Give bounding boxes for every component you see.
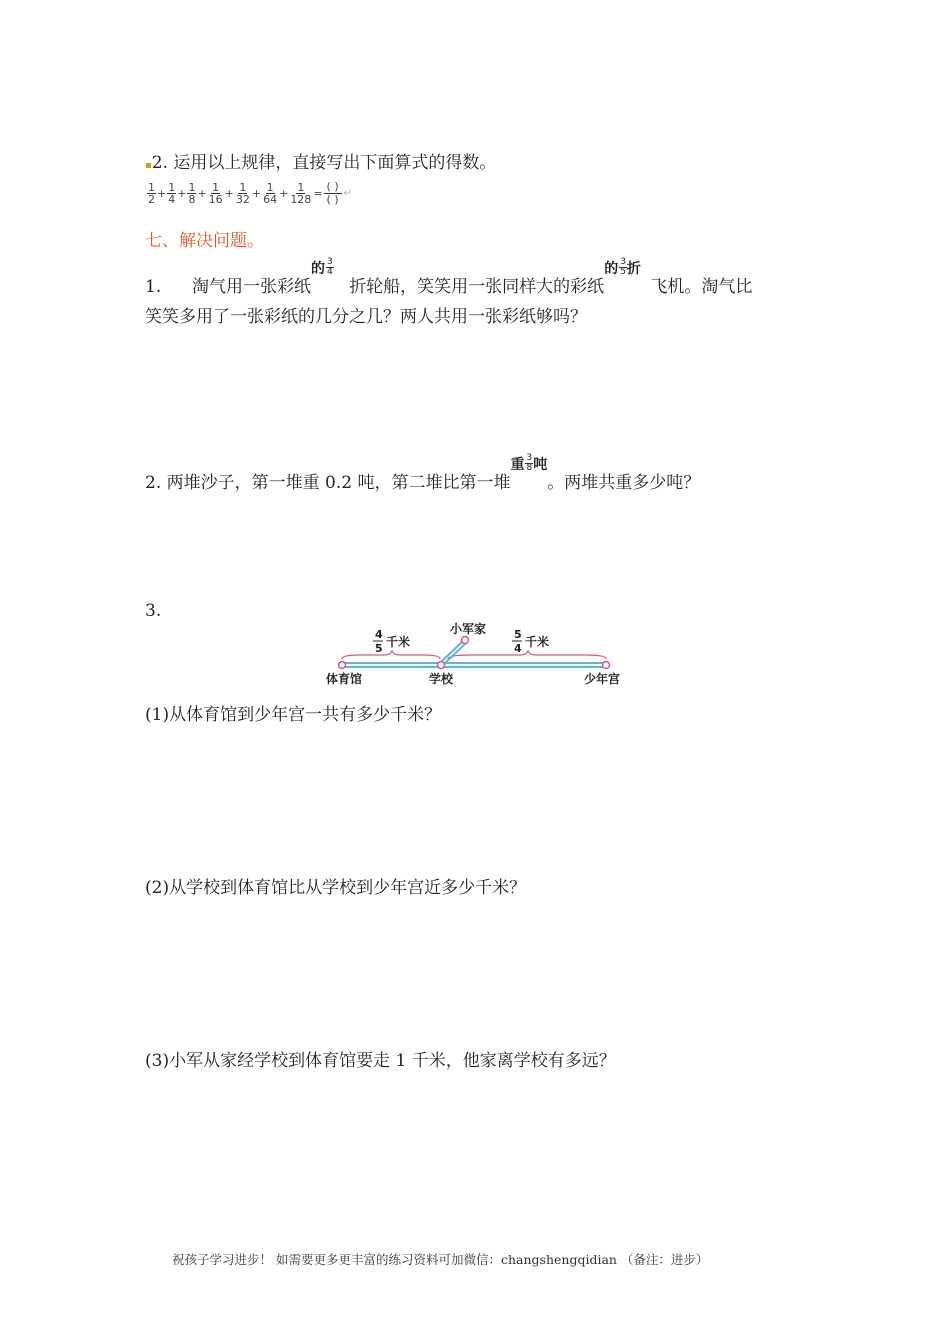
dist2-denominator: 4 (514, 642, 522, 655)
road-branch-b (444, 643, 466, 664)
edit-mark: ▪ (145, 160, 152, 171)
road-branch-a (440, 642, 462, 663)
brace-right (448, 651, 606, 659)
fraction-sum-expression: $\frac{1}{2}$ + $\frac{1}{4}$ + $\frac{1}{8}$ + $\frac{1}{16}$ + $\frac{1}{32}$ + $\frac{1}{64}$ + $\frac{1}{128}$ = ( ) ( ) ↵ (148, 180, 353, 206)
label-gym: 体育馆 (326, 672, 363, 686)
fraction-1-128: $\frac{1}{128}$ (290, 180, 312, 206)
answer-blank: ( ) ( ) (324, 181, 342, 205)
route-diagram (320, 615, 640, 687)
paragraph-mark-icon: ↵ (343, 187, 353, 199)
fraction-1-16: $\frac{1}{16}$ (208, 180, 223, 206)
inline-fraction-3-8: 重 $\frac{3}{8}$ 吨 (510, 453, 548, 473)
brace-left (342, 651, 440, 659)
inline-fraction-3-4: 的 $\frac{3}{4}$ (311, 257, 333, 277)
problem-3-q2: (2)从学校到体育馆比从学校到少年宫近多少千米？ (145, 878, 527, 898)
dist2-unit: 千米 (525, 635, 550, 649)
fraction-1-2: $\frac{1}{2}$ (148, 180, 155, 206)
fraction-1-8: $\frac{1}{8}$ (188, 180, 196, 206)
problem-3-number: 3. (145, 601, 162, 621)
fraction-1-32: $\frac{1}{32}$ (235, 180, 250, 206)
node-gym (339, 662, 346, 669)
node-home (462, 637, 469, 644)
problem-3-q1: (1)从体育馆到少年宫一共有多少千米？ (145, 705, 442, 725)
problem-3-q3: (3)小军从家经学校到体育馆要走 1 千米，他家离学校有多远？ (145, 1051, 616, 1071)
page-footer: 祝孩子学习进步！ 如需要更多更丰富的练习资料可加微信：changshengqidian （备注：进步） (172, 1252, 709, 1267)
node-palace (603, 662, 610, 669)
dist1-numerator: 4 (375, 628, 383, 641)
dist1-denominator: 5 (375, 642, 383, 655)
dist2-numerator: 5 (514, 628, 522, 641)
inline-fraction-3-5: 的 $\frac{3}{5}$ 折 (604, 257, 641, 277)
problem-1-line-1: 1. 淘气用一张彩纸 的 $\frac{3}{4}$ 折轮船，笑笑用一张同样大的彩纸 的 $\frac{3}{5}$ 折 飞机。淘气比 (145, 257, 753, 297)
question-6-2: ▪2. 运用以上规律，直接写出下面算式的得数。 (145, 153, 497, 173)
label-home: 小军家 (450, 622, 487, 636)
label-palace: 少年宫 (584, 672, 621, 686)
label-school: 学校 (429, 672, 454, 686)
problem-1-line-2: 笑笑多用了一张彩纸的几分之几？两人共用一张彩纸够吗？ (145, 307, 587, 327)
section-7-heading: 七、解决问题。 (145, 231, 264, 251)
problem-2: 2. 两堆沙子，第一堆重 0.2 吨，第二堆比第一堆 重 $\frac{3}{8}$ 吨 。两堆共重多少吨？ (145, 453, 701, 493)
fraction-1-4: $\frac{1}{4}$ (168, 180, 176, 206)
node-school (438, 662, 445, 669)
dist1-unit: 千米 (386, 635, 411, 649)
fraction-1-64: $\frac{1}{64}$ (263, 180, 278, 206)
